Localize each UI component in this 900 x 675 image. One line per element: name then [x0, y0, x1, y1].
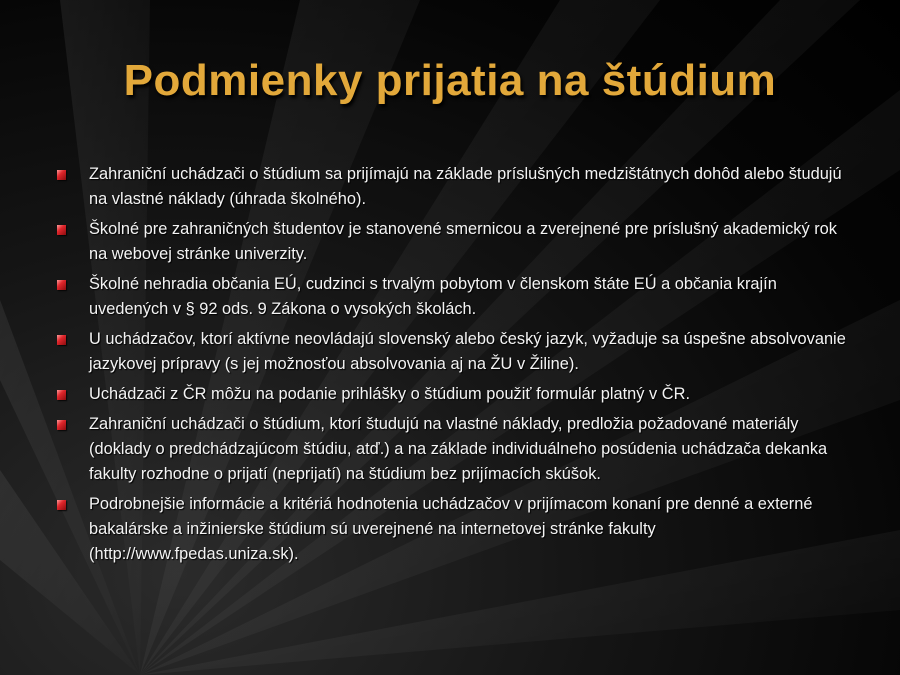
square-bullet-icon: [57, 500, 66, 510]
bullet-list: [56, 162, 846, 572]
list-item: [56, 382, 846, 407]
square-bullet-icon: [57, 335, 66, 345]
list-item: [56, 217, 846, 267]
square-bullet-icon: [57, 390, 66, 400]
list-item: [56, 412, 846, 487]
square-bullet-icon: [57, 420, 66, 430]
list-item: [56, 162, 846, 212]
square-bullet-icon: [57, 170, 66, 180]
square-bullet-icon: [57, 280, 66, 290]
slide-title: Podmienky prijatia na štúdium: [123, 56, 777, 105]
square-bullet-icon: [57, 225, 66, 235]
list-item-text: Uchádzači z ČR môžu na podanie prihlášky o štúdium použiť formulár platný v ČR.: [89, 385, 691, 403]
list-item-text: Školné pre zahraničných študentov je stanovené smernicou a zverejnené pre príslušný akademický rok na webovej stránke univerzity.: [89, 220, 837, 263]
list-item: [56, 492, 846, 567]
list-item: [56, 272, 846, 322]
list-item-text: U uchádzačov, ktorí aktívne neovládajú slovenský alebo český jazyk, vyžaduje sa úspešne absolvovanie jazykovej prípravy (s jej možnosťou absolvovania aj na ŽU v Žiline).: [89, 330, 846, 373]
list-item-text: Školné nehradia občania EÚ, cudzinci s trvalým pobytom v členskom štáte EÚ a občania krajín uvedených v § 92 ods. 9 Zákona o vysokých školách.: [89, 275, 777, 318]
list-item-text: Zahraniční uchádzači o štúdium sa prijímajú na základe príslušných medzištátnych dohôd alebo študujú na vlastné náklady (úhrada školného).: [89, 165, 842, 208]
list-item: [56, 327, 846, 377]
list-item-text: Zahraniční uchádzači o štúdium, ktorí študujú na vlastné náklady, predložia požadované materiály (doklady o predchádzajúcom štúdiu, atď.) a na základe individuálneho posúdenia uchádzača dekanka fakulty rozhodne o prijatí (neprijatí) na štúdium bez prijímacích skúšok.: [89, 415, 828, 483]
list-item-text: Podrobnejšie informácie a kritériá hodnotenia uchádzačov v prijímacom konaní pre denné a externé bakalárske a inžinierske štúdium sú uverejnené na internetovej stránke fakulty (http://www.fpedas.uniza.sk).: [89, 495, 813, 563]
